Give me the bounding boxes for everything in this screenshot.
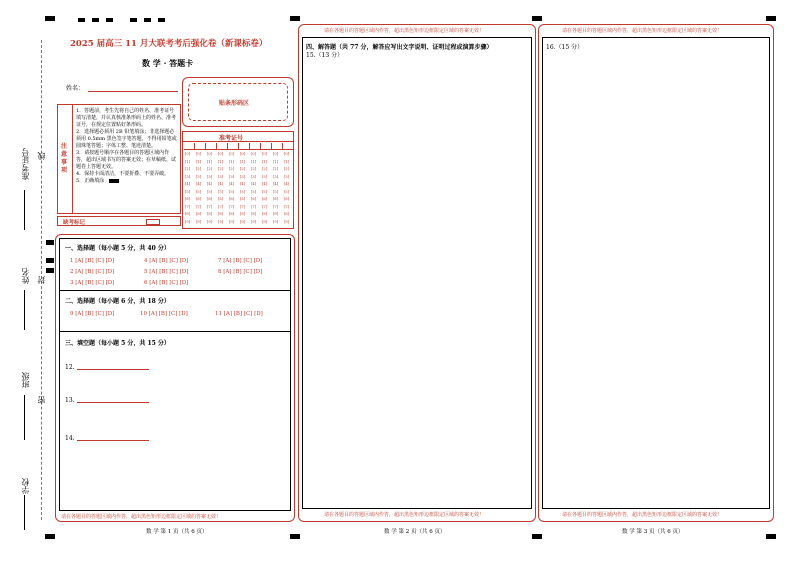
exam-id-bubble[interactable]: [4] bbox=[196, 182, 202, 186]
exam-id-bubble[interactable]: [2] bbox=[207, 167, 213, 171]
exam-id-bubble[interactable]: [1] bbox=[273, 159, 279, 164]
warning-note: 请在各题目的答题区域内作答，超出黑色矩形边框限定区域的答案无效！ bbox=[562, 512, 723, 518]
exam-id-bubble[interactable]: [2] bbox=[251, 167, 257, 171]
exam-id-writein[interactable] bbox=[272, 143, 283, 150]
exam-id-bubble[interactable]: [9] bbox=[262, 219, 268, 224]
page-title: 2025 届高三 11 月大联考考后强化卷（新课标卷） bbox=[70, 39, 268, 49]
blank-line[interactable] bbox=[77, 402, 149, 403]
exam-id-label: 准考证号 bbox=[219, 135, 244, 142]
exam-id-bubble[interactable]: [7] bbox=[218, 204, 224, 209]
exam-id-bubble[interactable]: [9] bbox=[251, 219, 257, 224]
exam-id-writein[interactable] bbox=[206, 143, 217, 150]
name-line bbox=[24, 290, 25, 330]
school-label: 学校 bbox=[21, 478, 30, 494]
warning-note: 请在各题目的答题区域内作答，超出黑色矩形边框限定区域的答案无效！ bbox=[61, 514, 222, 520]
name-label: 姓名 bbox=[21, 268, 30, 284]
seal-label: 封 bbox=[37, 276, 46, 284]
choice-row[interactable]: 8 [A] [B] [C] [D] bbox=[218, 269, 263, 275]
exam-id-bubble[interactable]: [6] bbox=[229, 197, 235, 201]
exam-id-bubble[interactable]: [2] bbox=[273, 167, 279, 171]
exam-id-bubble[interactable]: [4] bbox=[284, 182, 290, 186]
choice-row[interactable]: 2 [A] [B] [C] [D] bbox=[70, 269, 115, 275]
exam-id-bubble[interactable]: [7] bbox=[207, 204, 213, 209]
exam-id-bubble[interactable]: [5] bbox=[273, 189, 279, 194]
exam-id-bubble[interactable]: [5] bbox=[185, 189, 191, 194]
blank-label: 13. bbox=[65, 397, 75, 404]
exam-id-bubble[interactable]: [1] bbox=[185, 159, 191, 164]
warning-note: 请在各题目的答题区域内作答，超出黑色矩形边框限定区域的答案无效！ bbox=[324, 28, 485, 34]
barcode-area bbox=[182, 77, 294, 127]
note-item: 5．正确填涂 bbox=[76, 178, 105, 184]
exam-id-bubble[interactable]: [8] bbox=[273, 212, 279, 216]
exam-id-bubble[interactable]: [3] bbox=[251, 174, 257, 179]
exam-id-bubble[interactable]: [3] bbox=[229, 174, 235, 179]
registration-mark bbox=[290, 16, 300, 21]
exam-id-bubble[interactable]: [8] bbox=[240, 212, 246, 216]
registration-mark bbox=[532, 16, 542, 21]
exam-id-bubble[interactable]: [6] bbox=[218, 197, 224, 201]
exam-id-bubble[interactable]: [5] bbox=[284, 189, 290, 194]
exam-id-bubble[interactable]: [0] bbox=[196, 152, 202, 156]
registration-mark bbox=[46, 268, 54, 273]
exam-id-bubble[interactable]: [8] bbox=[218, 212, 224, 216]
note-item: 1．答题前，考生先将自己的姓名、准考证号填写清楚，并认真核准条形码上的姓名、准考证号，在规定位置贴好条形码。 bbox=[76, 108, 177, 128]
exam-id-bubble[interactable]: [0] bbox=[207, 152, 213, 156]
exam-id-bubble[interactable]: [7] bbox=[229, 204, 235, 209]
exam-id-bubble[interactable]: [6] bbox=[240, 197, 246, 201]
choice-row[interactable]: 6 [A] [B] [C] [D] bbox=[144, 280, 189, 286]
exam-id-bubble[interactable]: [3] bbox=[196, 174, 202, 179]
name-field-label: 姓名： bbox=[66, 85, 85, 92]
exam-id-bubble[interactable]: [9] bbox=[240, 219, 246, 224]
school-line bbox=[24, 495, 25, 530]
exam-id-bubble[interactable]: [0] bbox=[273, 152, 279, 156]
exam-id-bubble[interactable]: [5] bbox=[218, 189, 224, 194]
exam-id-bubble[interactable]: [3] bbox=[284, 174, 290, 179]
exam-id-bubble[interactable]: [3] bbox=[262, 174, 268, 179]
blank-line[interactable] bbox=[77, 369, 149, 370]
exam-id-bubble[interactable]: [8] bbox=[196, 212, 202, 216]
exam-id-bubble[interactable]: [3] bbox=[218, 174, 224, 179]
registration-mark bbox=[46, 240, 54, 245]
page-number: 数 学 第 1 页（共 6 页） bbox=[146, 529, 208, 535]
registration-mark bbox=[130, 18, 137, 22]
registration-mark bbox=[106, 18, 113, 22]
exam-id-bubble[interactable]: [1] bbox=[218, 159, 224, 164]
exam-id-bubble[interactable]: [6] bbox=[251, 197, 257, 201]
registration-mark bbox=[532, 534, 542, 539]
note-item: 4．保持卡面清洁，不要折叠、不要弄破。 bbox=[76, 171, 170, 177]
exam-id-bubble[interactable]: [9] bbox=[207, 219, 213, 224]
choice-row[interactable]: 3 [A] [B] [C] [D] bbox=[70, 280, 115, 286]
answer-inner-3 bbox=[542, 37, 770, 509]
exam-id-bubble[interactable]: [9] bbox=[284, 219, 290, 224]
choice-row[interactable]: 1 [A] [B] [C] [D] bbox=[70, 258, 115, 264]
exam-id-bubble[interactable]: [1] bbox=[240, 159, 246, 164]
exam-no-label: 准考证号 bbox=[21, 148, 30, 180]
exam-id-writein[interactable] bbox=[217, 143, 228, 150]
exam-id-bubble[interactable]: [4] bbox=[240, 182, 246, 186]
exam-id-bubble[interactable]: [8] bbox=[262, 212, 268, 216]
registration-mark bbox=[766, 16, 776, 21]
choice-row[interactable]: 7 [A] [B] [C] [D] bbox=[218, 258, 263, 264]
exam-id-writein[interactable] bbox=[261, 143, 272, 150]
exam-id-bubble[interactable]: [3] bbox=[273, 174, 279, 179]
choice-row[interactable]: 5 [A] [B] [C] [D] bbox=[144, 269, 189, 275]
note-item: 3．请按题号顺序在各题目的答题区域内作答，超出区域书写的答案无效；在草稿纸、试题卷上答题无效。 bbox=[76, 150, 177, 170]
exam-id-bubble[interactable]: [0] bbox=[262, 152, 268, 156]
exam-id-writein[interactable] bbox=[195, 143, 206, 150]
warning-note: 请在各题目的答题区域内作答，超出黑色矩形边框限定区域的答案无效！ bbox=[562, 28, 723, 34]
warning-note: 请在各题目的答题区域内作答，超出黑色矩形边框限定区域的答案无效！ bbox=[324, 512, 485, 518]
section1-title: 一、选择题（每小题 5 分，共 40 分） bbox=[65, 245, 170, 252]
registration-mark bbox=[92, 18, 99, 22]
exam-id-bubble[interactable]: [1] bbox=[262, 159, 268, 164]
exam-id-bubble[interactable]: [9] bbox=[218, 219, 224, 224]
absent-box bbox=[57, 216, 181, 226]
exam-id-bubble[interactable]: [1] bbox=[251, 159, 257, 164]
exam-id-bubble[interactable]: [2] bbox=[229, 167, 235, 171]
exam-id-bubble[interactable]: [7] bbox=[284, 204, 290, 209]
exam-id-writein[interactable] bbox=[239, 143, 250, 150]
answer-inner-2 bbox=[302, 37, 532, 509]
registration-mark bbox=[45, 534, 55, 539]
page-number: 数 学 第 3 页（共 6 页） bbox=[622, 529, 684, 535]
registration-mark bbox=[78, 18, 85, 22]
exam-id-bubble[interactable]: [2] bbox=[262, 167, 268, 171]
exam-id-bubble[interactable]: [5] bbox=[229, 189, 235, 194]
barcode-label: 贴条形码区 bbox=[219, 100, 250, 107]
exam-id-bubble[interactable]: [7] bbox=[196, 204, 202, 209]
registration-mark bbox=[290, 534, 300, 539]
exam-id-writein[interactable] bbox=[228, 143, 239, 150]
exam-id-bubble[interactable]: [8] bbox=[284, 212, 290, 216]
exam-id-bubble[interactable]: [6] bbox=[262, 197, 268, 201]
exam-id-bubble[interactable]: [1] bbox=[196, 159, 202, 164]
registration-mark bbox=[46, 258, 54, 263]
exam-id-bubble[interactable]: [5] bbox=[207, 189, 213, 194]
exam-id-bubble[interactable]: [2] bbox=[218, 167, 224, 171]
exam-id-bubble[interactable]: [6] bbox=[273, 197, 279, 201]
section4-title: 四、解答题（共 77 分，解答应写出文字说明、证明过程或演算步骤） bbox=[306, 44, 493, 51]
choice-row[interactable]: 11 [A] [B] [C] [D] bbox=[215, 311, 263, 317]
exam-id-bubble[interactable]: [9] bbox=[196, 219, 202, 224]
question-16: 16.（15 分） bbox=[546, 44, 584, 51]
choice-row[interactable]: 4 [A] [B] [C] [D] bbox=[144, 258, 189, 264]
exam-id-bubble[interactable]: [1] bbox=[207, 159, 213, 164]
blank-line[interactable] bbox=[77, 440, 149, 441]
question-15: 15.（13 分） bbox=[306, 52, 344, 59]
exam-id-bubble[interactable]: [4] bbox=[273, 182, 279, 186]
exam-id-bubble[interactable]: [2] bbox=[185, 167, 191, 171]
exam-id-bubble[interactable]: [6] bbox=[196, 197, 202, 201]
exam-id-bubble[interactable]: [3] bbox=[207, 174, 213, 179]
exam-id-bubble[interactable]: [0] bbox=[229, 152, 235, 156]
absent-label: 缺考标记 bbox=[63, 220, 86, 226]
exam-id-bubble[interactable]: [7] bbox=[185, 204, 191, 209]
exam-id-bubble[interactable]: [9] bbox=[273, 219, 279, 224]
exam-id-bubble[interactable]: [3] bbox=[240, 174, 246, 179]
seal2-label: 密 bbox=[37, 396, 46, 404]
notes-list bbox=[76, 108, 178, 185]
exam-id-bubble[interactable]: [9] bbox=[229, 219, 235, 224]
choice-row[interactable]: 10 [A] [B] [C] [D] bbox=[140, 311, 188, 317]
registration-mark bbox=[766, 534, 776, 539]
exam-id-bubble[interactable]: [4] bbox=[262, 182, 268, 186]
choice-row[interactable]: 9 [A] [B] [C] [D] bbox=[70, 311, 115, 317]
notes-box bbox=[57, 104, 181, 214]
blank-label: 14. bbox=[65, 435, 75, 442]
exam-id-bubble[interactable]: [1] bbox=[229, 159, 235, 164]
note-item: 2．选择题必须用 2B 铅笔填涂；非选择题必须用 0.5mm 黑色签字笔答题，不得用铅笔或圆珠笔答题；字体工整、笔迹清楚。 bbox=[76, 129, 177, 149]
exam-id-bubble[interactable]: [7] bbox=[251, 204, 257, 209]
exam-id-bubble[interactable]: [0] bbox=[251, 152, 257, 156]
registration-mark bbox=[158, 18, 165, 22]
exam-id-writein[interactable] bbox=[283, 143, 294, 150]
exam-id-bubble[interactable]: [8] bbox=[207, 212, 213, 216]
exam-id-bubble[interactable]: [4] bbox=[251, 182, 257, 186]
exam-id-bubble[interactable]: [0] bbox=[185, 152, 191, 156]
class-label: 班级 bbox=[21, 372, 30, 388]
exam-id-writein[interactable] bbox=[250, 143, 261, 150]
exam-id-writein[interactable] bbox=[184, 143, 195, 150]
notes-heading: 注意事项 bbox=[61, 143, 68, 174]
exam-id-grid bbox=[184, 143, 294, 227]
page-subtitle: 数 学 · 答题卡 bbox=[142, 58, 194, 68]
page-number: 数 学 第 2 页（共 6 页） bbox=[384, 529, 446, 535]
exam-id-bubble[interactable]: [8] bbox=[185, 212, 191, 216]
answer-inner-1 bbox=[59, 238, 291, 511]
divider bbox=[59, 331, 291, 332]
absent-checkbox[interactable] bbox=[146, 219, 160, 225]
exam-id-bubble[interactable]: [8] bbox=[229, 212, 235, 216]
exam-id-box bbox=[182, 131, 294, 229]
exam-id-bubble[interactable]: [5] bbox=[262, 189, 268, 194]
section3-title: 三、填空题（每小题 5 分，共 15 分） bbox=[65, 340, 170, 347]
class-line bbox=[24, 395, 25, 440]
exam-id-bubble[interactable]: [4] bbox=[218, 182, 224, 186]
exam-id-bubble[interactable]: [4] bbox=[207, 182, 213, 186]
exam-id-bubble[interactable]: [5] bbox=[251, 189, 257, 194]
exam-id-bubble[interactable]: [2] bbox=[240, 167, 246, 171]
exam-id-bubble[interactable]: [7] bbox=[273, 204, 279, 209]
exam-no-line bbox=[24, 190, 25, 230]
registration-mark bbox=[45, 16, 55, 21]
exam-id-bubble[interactable]: [7] bbox=[240, 204, 246, 209]
exam-id-bubble[interactable]: [0] bbox=[240, 152, 246, 156]
exam-id-bubble[interactable]: [3] bbox=[185, 174, 191, 179]
exam-id-bubble[interactable]: [2] bbox=[196, 167, 202, 171]
exam-id-bubble[interactable]: [4] bbox=[185, 182, 191, 186]
blank-label: 12. bbox=[65, 364, 75, 371]
exam-id-bubble[interactable]: [5] bbox=[196, 189, 202, 194]
exam-id-bubble[interactable]: [2] bbox=[284, 167, 290, 171]
exam-id-bubble[interactable]: [0] bbox=[218, 152, 224, 156]
divider bbox=[59, 290, 291, 291]
exam-id-bubble[interactable]: [6] bbox=[284, 197, 290, 201]
exam-id-bubble[interactable]: [8] bbox=[251, 212, 257, 216]
exam-id-bubble[interactable]: [5] bbox=[240, 189, 246, 194]
note-item-row bbox=[76, 178, 178, 185]
exam-id-bubble[interactable]: [7] bbox=[262, 204, 268, 209]
exam-id-bubble[interactable]: [6] bbox=[185, 197, 191, 201]
filled-sample-icon bbox=[109, 179, 119, 183]
exam-id-bubble[interactable]: [9] bbox=[185, 219, 191, 224]
registration-mark bbox=[144, 18, 151, 22]
name-field[interactable] bbox=[88, 91, 178, 92]
exam-id-bubble[interactable]: [4] bbox=[229, 182, 235, 186]
exam-id-bubble[interactable]: [0] bbox=[284, 152, 290, 156]
line-label: 线 bbox=[37, 152, 46, 160]
exam-id-bubble[interactable]: [6] bbox=[207, 197, 213, 201]
section2-title: 二、选择题（每小题 6 分，共 18 分） bbox=[65, 298, 170, 305]
exam-id-bubble[interactable]: [1] bbox=[284, 159, 290, 164]
